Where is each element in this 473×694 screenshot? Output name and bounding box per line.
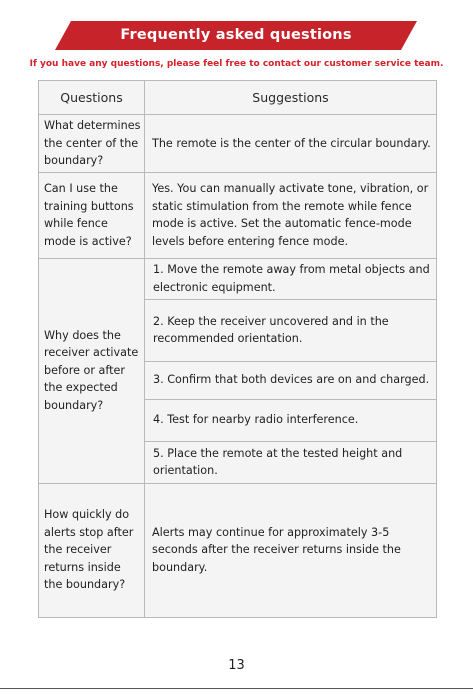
answer-cell: The remote is the center of the circular boundary.	[145, 115, 437, 173]
question-cell: Why does the receiver activate before or after the expected boundary?	[39, 258, 145, 483]
column-header-suggestions: Suggestions	[145, 81, 437, 115]
table-row	[39, 172, 437, 258]
table-row	[39, 115, 437, 173]
step-cell: 4. Test for nearby radio interference.	[145, 399, 437, 441]
question-cell: What determines the center of the boundary?	[39, 115, 145, 173]
answer-cell: Yes. You can manually activate tone, vibration, or static stimulation from the remote while fence mode is active. Set the automatic fence-mode levels before entering fence mode.	[145, 172, 437, 258]
step-cell: 1. Move the remote away from metal objects and electronic equipment.	[145, 258, 437, 299]
step-cell: 2. Keep the receiver uncovered and in the recommended orientation.	[145, 299, 437, 361]
page-number: 13	[228, 658, 245, 673]
faq-table	[38, 80, 437, 618]
step-cell: 5. Place the remote at the tested height and orientation.	[145, 441, 437, 483]
table-row	[39, 483, 437, 617]
table-header-row	[39, 81, 437, 115]
column-header-questions: Questions	[39, 81, 145, 115]
contact-note: If you have any questions, please feel free to contact our customer service team.	[29, 59, 444, 69]
answer-cell: Alerts may continue for approximately 3-5 seconds after the receiver returns inside the boundary.	[145, 483, 437, 617]
question-cell: How quickly do alerts stop after the receiver returns inside the boundary?	[39, 483, 145, 617]
step-cell: 3. Confirm that both devices are on and charged.	[145, 361, 437, 399]
page-title: Frequently asked questions	[120, 27, 352, 43]
title-banner	[55, 21, 417, 50]
bottom-divider	[0, 688, 473, 689]
table-row	[39, 258, 437, 299]
question-cell: Can I use the training buttons while fence mode is active?	[39, 172, 145, 258]
